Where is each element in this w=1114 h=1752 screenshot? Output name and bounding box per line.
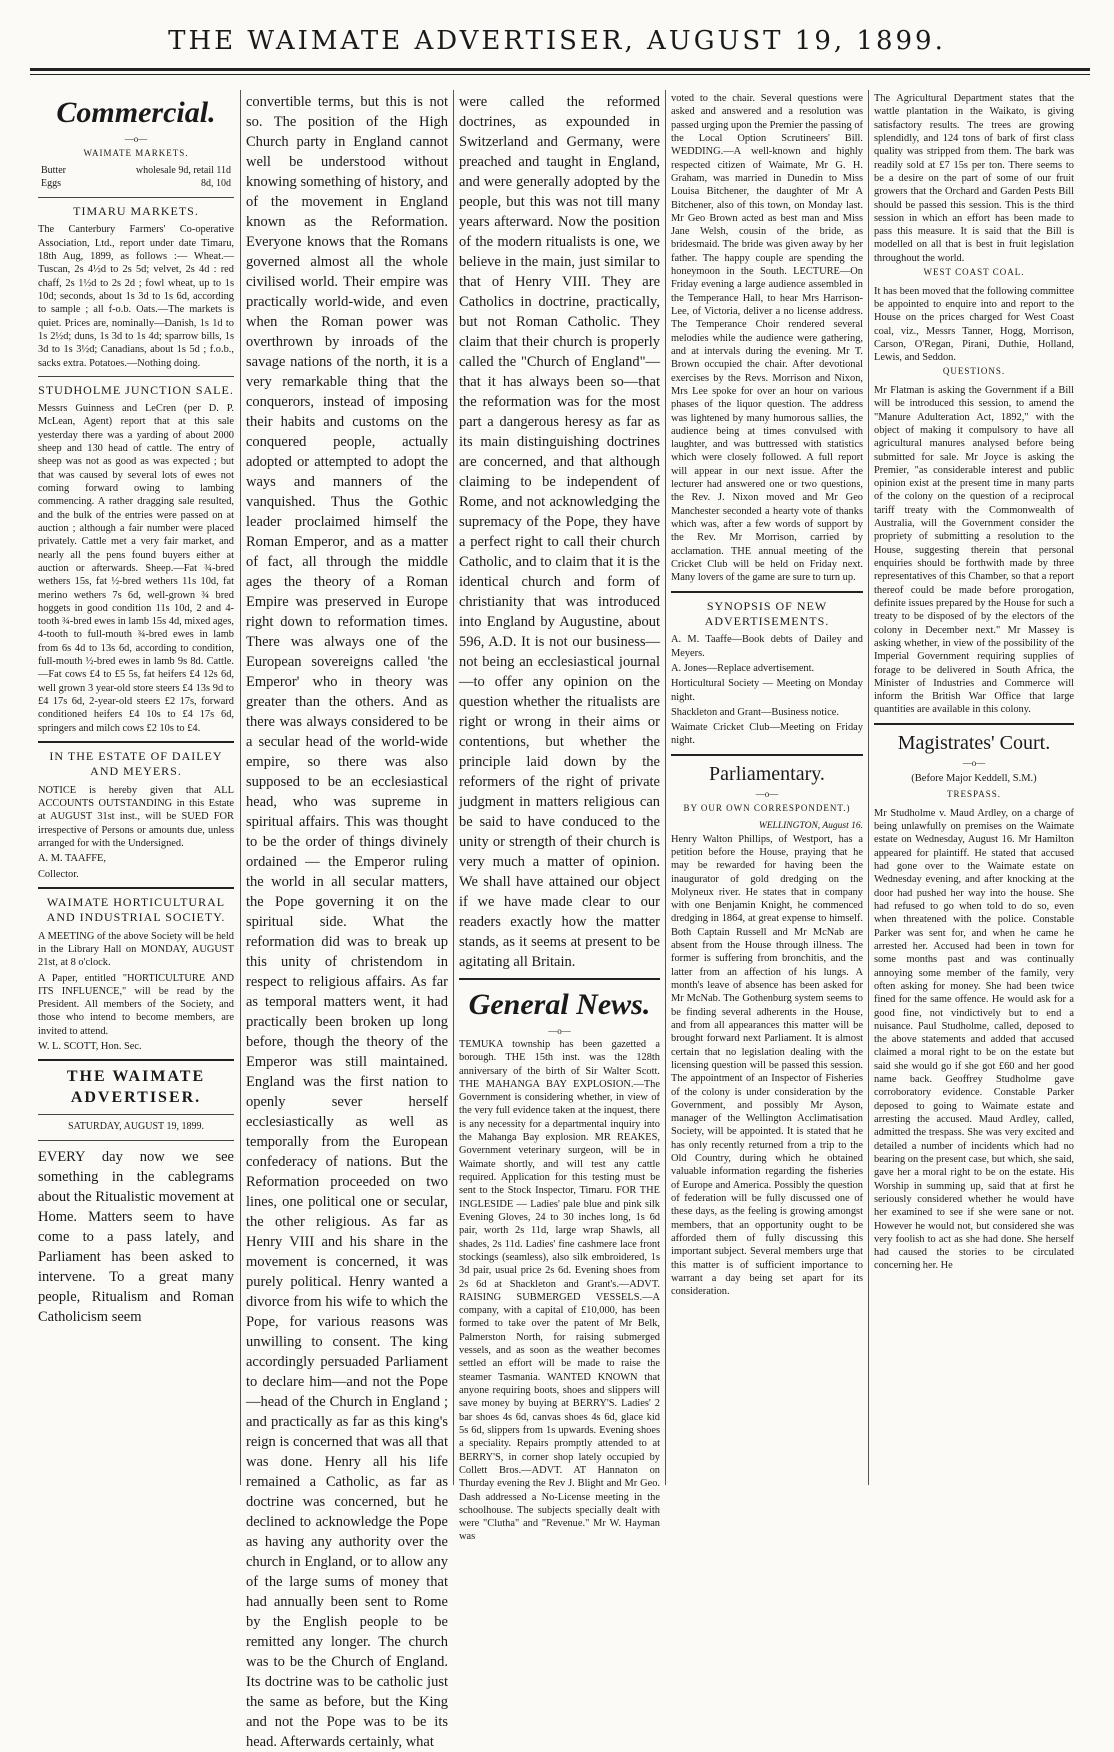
column-2	[246, 92, 448, 1750]
section-title-parliamentary: Parliamentary.	[709, 762, 825, 785]
questions-text: Mr Flatman is asking the Government if a Bill will be introduced this session, to amend the "Manure Adulteration Act, 1892," with the object of making it compulsory to have all agricultural manures analysed before being submitted for sale. Mr Joyce is asking the Premier, "as considerable interest and public opinion exist at the present time in many parts of the colony on the question of a reciprocal tariff treaty with the Commonwealth of Australia, will the Government consider the propriety of submitting a resolution to the House, suggesting therein that personal enquiries should be forthwith made by three representatives of this Chamber, so that a report thereof could be made before prorogation, definite issues prepared by the House for such a treaty to be disposed of by the electors of the colony in December next." Mr Massey is asking whether, in view of the possibility of the Imperial Government requiring supplies of forage to be delivered in South Africa, the Minister of Industries and Commerce will inform the British War Office that large quantities are available in this colony.	[874, 384, 1074, 716]
questions-heading: QUESTIONS.	[942, 366, 1006, 377]
editorial-end: were called the reformed doctrines, as expounded in Switzerland and Germany, were preached and taught in England, and were generally adopted by the people, but this was not till many years afterward. Now the position of the modern ritualists is one, we believe in the main, just similar to that of Henry VIII. They are Catholics in doctrine, practically, but not Roman Catholic. They claim that their church is properly called the "Church of England"—that it has always been so—that the reformation was for the most part a dangerous heresy as far as its main distinguishing doctrines are concerned, and that although claiming to be independent of Rome, and not acknowledging the supremacy of the Pope, they have a perfect right to call their church Catholic, and to claim that it is the identical church and form of christianity that was introduced into England by Augustine, about 596, A.D. It is not our business—not being an ecclesiastical journal—to offer any opinion on the question whether the ritualists are right or wrong in their aims or contentions, but whether the principle laid down by the reformers of the right of private judgment in matters religious can be said to have conduced to the unity or strength of their church is very much a matter of opinion. We shall have attained our object if we have made clear to our readers exactly how the matter stands, as it seems at present to be agitating all Britain.	[459, 94, 660, 970]
column-divider	[665, 90, 666, 1485]
waimate-markets-heading: WAIMATE MARKETS.	[83, 147, 189, 158]
timaru-markets-heading: TIMARU MARKETS.	[73, 204, 199, 219]
column-divider	[453, 90, 454, 1485]
timaru-markets-text: The Canterbury Farmers' Co-operative Association, Ltd., report under date Timaru, 18th Aug, 1899, as follows :— Wheat.—Tuscan, 2s 4½d to 2s 5d; velvet, 2s 4d : red chaff, 2s 1½d to 2s 2d ; fowl wheat, up to 1s 10d; seconds, about 1s 3d to 1s 6d, according to sample ; all f-o.b. Oats.—The markets is quiet. Prices are, nominally—Danish, 1s 1d to 1s 2½d; duns, 1s 3d to 1s 4d; sparrow bills, 1s 3d to 1s 3½d; Canadians, about 1s 5d ; f.o.b., sacks extra. Potatoes.—Nothing doing.	[38, 224, 234, 369]
paper-date: SATURDAY, AUGUST 19, 1899.	[68, 1121, 204, 1133]
parliamentary-byline: BY OUR OWN CORRESPONDENT.)	[683, 802, 851, 813]
market-prices-table	[38, 165, 234, 191]
court-presiding: (Before Major Keddell, S.M.)	[911, 772, 1037, 784]
court-report-text: Mr Studholme v. Maud Ardley, on a charge of being unlawfully on premises on the Waimate estate on Wednesday, August 16. Mr Hamilton appeared for plaintiff. He stated that accused had gone over to the Waimate estate on Wednesday evening, and after knocking at the door had pushed her way into the house. She had refused to go when told to do so, even when threatened with the police. Constable Parker was sent for, and when he came he arrested her. Accused had been in town for some months past and was continually annoying some member of the family, very often asking for money. She had been twice fined for the same offence. He would ask for a good fine, not vindictively but to end a nuisance. Paul Studholme, called, deposed to the above statements and added that accused claimed a moral right to be on the estate but said she would go if she got £60 and her good name back. Geoffrey Studholme gave corroboratory evidence. Constable Parker deposed to going to Waimate estate and arresting the accused. Maud Ardley, called, admitted the trespass. She was very excited and detailed a number of incidents which had no bearing on the present case, but which, she said, gave her a moral right to be on the estate. His Worship in summing up, said that at first he seriously considered whether he would have her examined to see if she were sane or not. However he would not, but considered she was very foolish to act as she had done. She herself had caused the stories to be circulated concerning her. He	[874, 807, 1074, 1272]
list-item: Shackleton and Grant—Business notice.	[671, 706, 839, 718]
local-news-text: voted to the chair. Several questions were asked and answered and a resolution was passed urging upon the Premier the passing of the Local Option Scrutineers' Bill. WEDDING.—A well-known and highly respected citizen of Waimate, Mr G. H. Graham, was married in Dunedin to Miss Louisa Bitchener, the daughter of Mr A Bitchener, also of this town, on Monday last. Mr Geo Brown acted as best man and Miss Jane Welsh, cousin of the bride, as bridesmaid. The bride was given away by her father. The happy couple are spending the honeymoon in the South. LECTURE—On Friday evening a large audience assembled in the Temperance Hall, to hear Mrs Harrison-Lee, of Victoria, deliver a no license address. The Temperance Choir rendered several melodies while the audience were gathering, and at intervals during the evening. Mr T. Brown occupied the chair. After devotional exercises by the Revs. Morrison and Nixon, Mrs Lee spoke for over an hour on various phases of the liquor question. The address was lightened by many humorous sallies, the audience being at times convulsed with laughter, and was buttressed with statistics which were closely followed. A full report will appear in our next issue. After the lecturer had answered one or two questions, the Rev. J. Nixon moved and Mr Geo Manchester seconded a hearty vote of thanks which was, after a few words of support by the Rev. Mr Morrison, carried by acclamation. THE annual meeting of the Cricket Club will be held on Friday next. Many lovers of the game are sure to turn up.	[671, 93, 863, 584]
agriculture-text: The Agricultural Department states that the wattle plantation in the Waikato, is giving satisfactory results. The trees are growing splendidly, and 124 tons of bark of first class quality was stripped from them. The bark was readily sold at £7 15s per ton. There seems to be a desire on the part of some of our fruit growers that the Orchard and Garden Pests Bill should be passed this session. This is the third session in which an effort has been made to pass this measure. It is said that the Bill is modelled on all that is best in fruit legislation throughout the world.	[874, 93, 1074, 264]
horticultural-paper-text: A Paper, entitled "HORTICULTURE AND ITS INFLUENCE," will be read by the President. All members of the Society, and those who intend to become members, are invited to attend.	[38, 972, 234, 1037]
column-divider	[868, 90, 869, 1485]
west-coast-coal-text: It has been moved that the following committee be appointed to enquire into and report to the House on the prices charged for West Coast coal, viz., Messrs Tanner, Hogg, Morrison, Carson, O'Regan, Pirani, Duthie, Holland, Lewis, and Seddon.	[874, 285, 1074, 364]
column-1: Commercial. —o— WAIMATE MARKETS. Butter wholesale 9d, retail 11d Eggs 8d, 10d TIMARU MARKETS. The Canterbury Farmers' Co-operative Association, Ltd., report under date Timaru, 18th Aug, 1899, as follows :— Wheat.—Tuscan, 2s 4½d to 2s 5d; velvet, 2s 4d : red chaff, 2s 1½d to 2s 2d ; fowl wheat, up to 1s 10d; seconds, about 1s 3d to 1s 6d, according to sample ; all f-o.b. Oats.—The markets is quiet. Prices are, nominally—Danish, 1s 1d to 1s 2½d; duns, 1s 3d to 1s 4d; sparrow bills, 1s 3d to 1s 3½d; Canadians, about 1s 5d ; f.o.b., sacks extra. Potatoes.—Nothing doing. STUDHOLME JUNCTION SALE. Messrs Guinness and LeCren (per D. P. McLean, Agent) report that at this sale yesterday there was a yarding of about 2000 sheep and 130 head of cattle. The entry of sheep was not as good as was expected ; but that was caused by several lots of ewes not coming forward owing to lambing commencing. A rather dragging sale resulted, and the bulk of the entries were passed on at auction ; although a fair number were placed privately. Cattle met a very fair market, and nearly all the pens found buyers either at auction or afterwards. Sheep.—Fat ¾-bred wethers 15s, fat ½-bred wethers 11s 10d, fat merino wethers 7s 6d, well-grown ¾ bred hoggets in good condition 11s 10d, 2 and 4-tooth ¾-bred ewes in lamb 15s 4d, mixed ages, 4-tooth to full-mouth ¾-bred ewes in lamb from 6s 4d to 13s 6d, according to condition, full-mouth ½-bred ewes in lamb 9s 8d. Cattle.—Fat cows £4 to £5 5s, fat heifers £4 12s 6d, well grown 3 year-old store steers £4 13s 9d to £4 17s 6d, 2-year-old steers £2 17s, forward conditioned heifers £4 10s to £4 17s 6d, springers and milch cows £2 10s to £4. IN THE ESTATE OF DAILEY AND MEYERS. NOTICE is hereby given that ALL ACCOUNTS OUTSTANDING in this Estate at AUGUST 31st inst., will be SUED FOR irrespective of Persons or amounts due, unless arranged for with the Undersigned. A. M. TAAFFE, Collector. WAIMATE HORTICULTURAL AND INDUSTRIAL SOCIETY. A MEETING of the above Society will be held in the Library Hall on MONDAY, AUGUST 21st, at 8 o'clock. A Paper, entitled "HORTICULTURE AND ITS INFLUENCE," will be read by the President. All members of the Society, and those who intend to become members, are invited to attend. W. L. SCOTT, Hon. Sec. THE WAIMATE ADVERTISER. SATURDAY, AUGUST 19, 1899. EVERY day now we see something in the cablegrams about the Ritualistic movement at Home. Matters seem to have come to a pass lately, and Parliament has been asked to intervene. To a great many people, Ritualism and Roman Catholicism seem	[38, 96, 234, 1326]
column-5: The Agricultural Department states that the wattle plantation in the Waikato, is giving satisfactory results. The trees are growing splendidly, and 124 tons of bark of first class quality was stripped from them. The bark was readily sold at £7 15s per ton. There seems to be a desire on the part of some of our fruit growers that the Orchard and Garden Pests Bill should be passed this session. This is the third session in which an effort has been made to pass this measure. It is said that the Bill is modelled on all that is best in fruit legislation throughout the world. WEST COAST COAL. It has been moved that the following committee be appointed to enquire into and report to the House on the prices charged for West Coast coal, viz., Messrs Tanner, Hogg, Morrison, Carson, O'Regan, Pirani, Duthie, Holland, Lewis, and Seddon. QUESTIONS. Mr Flatman is asking the Government if a Bill will be introduced this session, to amend the "Manure Adulteration Act, 1892," with the object of making it compulsory to have all agricultural manures analysed before being submitted for sale. Mr Joyce is asking the Premier, "as considerable interest and public opinion exist at the present time in many parts of the colony on the question of a reciprocal tariff treaty with the Commonwealth of Australia, will the Government consider the propriety of submitting a resolution to the House, suggesting therein that personal enquiries should be forthwith made by three representatives of this Chamber, so that a report thereof could be made before prorogation, definite issues prepared by the House for such a treaty to be disposed of by the electors of the colony in December next." Mr Massey is asking whether, in view of the possibility of the Imperial Government requiring supplies of forage to be delivered in South Africa, the Minister of Industries and Commerce will inform the British War Office that large quantities are available in this colony. Magistrates' Court. —o— (Before Major Keddell, S.M.) TRESPASS. Mr Studholme v. Maud Ardley, on a charge of being unlawfully on premises on the Waimate estate on Wednesday, August 16. Mr Hamilton appeared for plaintiff. He stated that accused had gone over to the Waimate estate on Wednesday evening, and after knocking at the door had pushed her way into the house. She had refused to go when told to do so, even when threatened with the police. Constable Parker was sent for, and when he came he arrested her. Accused had been in town for some months past and was continually annoying some member of the family, very often asking for money. She had been twice fined for the same offence. He would ask for a good fine, not vindictively but to end a nuisance. Paul Studholme, called, deposed to the above statements and added that accused claimed a moral right to be on the estate but said she would go if she got £60 and her good name back. Geoffrey Studholme gave corroboratory evidence. Constable Parker deposed to going to Waimate estate and arresting the accused. Maud Ardley, called, admitted the trespass. She was very excited and detailed a number of incidents which had no bearing on the present case, but which, she said, gave her a moral right to be on the estate. His Worship in summing up, said that at first he seriously considered whether he would have her examined to see if she were sane or not. However he would not, but considered she was very foolish to act as she had done. She herself had caused the stories to be circulated concerning her. He	[874, 93, 1074, 1272]
parliamentary-dateline: WELLINGTON, August 16.	[758, 821, 863, 832]
trespass-heading: TRESPASS.	[947, 789, 1001, 800]
notice-role: Collector.	[38, 868, 79, 880]
studholme-sale-heading: STUDHOLME JUNCTION SALE.	[38, 382, 234, 397]
parliamentary-text: Henry Walton Phillips, of Westport, has a petition before the House, praying that he may be rewarded for having been the inaugurator of gold dredging on the Molyneux river. He states that in company with one Benjamin Knight, he commenced dredging in 1864, at great expense to himself. Both Captain Russell and Mr McNab are absent from the House through illness. The former is suffering from bronchitis, and the latter from an affection of his lungs. A month's leave of absence has been asked for Mr McNab. The Gothenburg system seems to be finding several adherents in the House, and from all appearances this matter will be brought forward next Parliament. It is almost certain that no legislation dealing with the licensing question will be passed this session. The appointment of an Inspector of Fisheries of the colony is under consideration by the Government, and possibly Mr Ayson, manager of the Wellington Acclimatisation Society, will be appointed. It is stated that he has only recently returned from a trip to the Old Country, during which he obtained valuable information regarding the fisheries of Europe and America. Possibly the question of federation will be fully discussed one of these days, as the feeling is growing amongst members, that an opportunity ought to be afforded them of fully discussing this important subject. Several members urge that this matter is of sufficient importance to warrant a day being set apart for its consideration.	[671, 833, 863, 1298]
masthead-rule	[30, 68, 1090, 71]
masthead-rule-thin	[30, 74, 1090, 75]
table-row	[38, 165, 234, 178]
list-item: Horticultural Society — Meeting on Monday night.	[671, 678, 863, 703]
section-title-general-news: General News.	[468, 988, 651, 1021]
studholme-sale-text: Messrs Guinness and LeCren (per D. P. McLean, Agent) report that at this sale yesterday there was a yarding of about 2000 sheep and 130 head of cattle. The entry of sheep was not as good as was expected ; but that was caused by several lots of ewes not coming forward owing to lambing commencing. A rather dragging sale resulted, and the bulk of the entries were passed on at auction ; although a fair number were placed privately. Cattle met a very fair market, and nearly all the pens found buyers either at auction or afterwards. Sheep.—Fat ¾-bred wethers 15s, fat ½-bred wethers 11s 10d, fat merino wethers 7s 6d, well-grown ¾ bred hoggets in good condition 11s 10d, 2 and 4-tooth ¾-bred ewes in lamb 15s 4d, mixed ages, 4-tooth to full-mouth ¾-bred ewes in lamb from 6s 4d to 13s 6d, according to condition, full-mouth ½-bred ewes in lamb 9s 8d. Cattle.—Fat cows £4 to £5 5s, fat heifers £4 12s 6d, well grown 3 year-old store steers £4 13s 9d to £4 17s 6d, 2-year-old steers £2 17s, forward conditioned heifers £4 10s to £4 17s 6d, springers and milch cows £2 10s to £4.	[38, 403, 234, 734]
west-coast-coal-heading: WEST COAST COAL.	[923, 267, 1025, 278]
table-row	[38, 178, 234, 191]
horticultural-heading: WAIMATE HORTICULTURAL AND INDUSTRIAL SOCIETY.	[46, 894, 226, 925]
estate-notice-text: NOTICE is hereby given that ALL ACCOUNTS OUTSTANDING in this Estate at AUGUST 31st inst., will be SUED FOR irrespective of Persons or amounts due, unless arranged for with the Undersigned.	[38, 784, 234, 849]
eggs-label: Eggs	[41, 178, 61, 190]
masthead: THE WAIMATE ADVERTISER, AUGUST 19, 1899.	[168, 26, 946, 56]
list-item: Waimate Cricket Club—Meeting on Friday night.	[671, 722, 863, 747]
list-item: A. M. Taaffe—Book debts of Dailey and Meyers.	[671, 634, 863, 659]
butter-label: Butter	[41, 165, 66, 177]
column-4: voted to the chair. Several questions were asked and answered and a resolution was passed urging upon the Premier the passing of the Local Option Scrutineers' Bill. WEDDING.—A well-known and highly respected citizen of Waimate, Mr G. H. Graham, was married in Dunedin to Miss Louisa Bitchener, the daughter of Mr A Bitchener, also of this town, on Monday last. Mr Geo Brown acted as best man and Miss Jane Welsh, cousin of the bride, as bridesmaid. The bride was given away by her father. The happy couple are spending the honeymoon in the South. LECTURE—On Friday evening a large audience assembled in the Temperance Hall, to hear Mrs Harrison-Lee, of Victoria, deliver a no license address. The Temperance Choir rendered several melodies while the audience were gathering, and at intervals during the evening. Mr T. Brown occupied the chair. After devotional exercises by the Revs. Morrison and Nixon, Mrs Lee spoke for over an hour on various phases of the liquor question. The address was lightened by many humorous sallies, the audience being at times convulsed with laughter, and was buttressed with statistics which were closely followed. A full report will appear in our next issue. After the lecturer had answered one or two questions, the Rev. J. Nixon moved and Mr Geo Manchester seconded a hearty vote of thanks which was, after a few words of support by the Rev. Mr Morrison, carried by acclamation. THE annual meeting of the Cricket Club will be held on Friday next. Many lovers of the game are sure to turn up. SYNOPSIS OF NEW ADVERTISEMENTS. A. M. Taaffe—Book debts of Dailey and Meyers. A. Jones—Replace advertisement. Horticultural Society — Meeting on Monday night. Shackleton and Grant—Business notice. Waimate Cricket Club—Meeting on Friday night. Parliamentary. —o— BY OUR OWN CORRESPONDENT.) WELLINGTON, August 16. Henry Walton Phillips, of Westport, has a petition before the House, praying that he may be rewarded for having been the inaugurator of gold dredging on the Molyneux river. He states that in company with one Benjamin Knight, he commenced dredging in 1864, at great expense to himself. Both Captain Russell and Mr McNab are absent from the House through illness. The former is suffering from bronchitis, and the latter from an affection of his lungs. A month's leave of absence has been asked for Mr McNab. The Gothenburg system seems to be finding several adherents in the House, and from all appearances this matter will be brought forward next Parliament. It is almost certain that no legislation dealing with the licensing question will be passed this session. The appointment of an Inspector of Fisheries of the colony is under consideration by the Government, and possibly Mr Ayson, manager of the Wellington Acclimatisation Society, will be appointed. It is stated that he has only recently returned from a trip to the Old Country, during which he obtained valuable information regarding the fisheries of Europe and America. Possibly the question of federation will be fully discussed one of these days, as the feeling is growing amongst members, that an opportunity ought to be afforded them of fully discussing this important subject. Several members urge that this matter is of sufficient importance to warrant a day being set apart for its consideration.	[671, 93, 863, 1298]
estate-notice-heading: IN THE ESTATE OF DAILEY AND MEYERS.	[49, 748, 223, 779]
paper-title: THE WAIMATE ADVERTISER.	[66, 1068, 206, 1106]
synopsis-heading: SYNOPSIS OF NEW ADVERTISEMENTS.	[704, 598, 830, 628]
general-news-text: TEMUKA township has been gazetted a borough. THE 15th inst. was the 128th anniversary of the birth of Sir Walter Scott. THE MAHANGA BAY EXPLOSION.—The Government is considering whether, in view of the very full evidence taken at the inquest, there is any necessity for a departmental inquiry into the Mahanga Bay explosion. MR REAKES, Government veterinary surgeon, will be in Waimate shortly, and will test any cattle required. Application for this testing must be sent to the Stock Inspector, Timaru. FOR THE INGLESIDE — Ladies' pale blue and pink silk Evening Gloves, 24 to 30 inches long, 1s 6d pair, worth 2s 11d, large wrap Shawls, all shades, 2s 11d. Ladies' fine cashmere lace front stockings (seamless), also silk embroidered, 1s 3d pair, usual price 2s 6d. Evening shoes from 2s 6d at Shackleton and Grant's.—ADVT. RAISING SUBMERGED VESSELS.—A company, with a capital of £10,000, has been formed to take over the patent of Mr Belk, Palmerston North, for raising submerged vessels, and as soon as the weather becomes settled an effort will be made to raise the steamer Tasmania. WANTED KNOWN that anyone requiring boots, shoes and slippers will save money by buying at BERRY'S. Ladies' 2 bar shoes 4s 6d, canvas shoes 4s 6d, glace kid 5s 6d, slippers from 1s upwards. Evening shoes a speciality. Repairs promptly attended to at BERRY'S, in corner shop lately occupied by Collett Bros.—ADVT. AT Hannaton on Thurday evening the Rev J. Blight and Mr Geo. Dash addressed a No-License meeting in the schoolhouse. The subjects specially dealt with were "Clutha" and "Revenue." Mr W. Hayman was	[459, 1038, 660, 1543]
horticultural-meeting-text: A MEETING of the above Society will be held in the Library Hall on MONDAY, AUGUST 21st, at 8 o'clock.	[38, 930, 234, 969]
column-3: were called the reformed doctrines, as expounded in Switzerland and Germany, were preached and taught in England, and were generally adopted by the people, but this was not till many years afterward. Now the position of the modern ritualists is one, we believe in the main, just similar to that of Henry VIII. They are Catholics in doctrine, practically, but not Roman Catholic. They claim that their church is properly called the "Church of England"—that it has always been so—that the reformation was for the most part a dangerous heresy as far as its main distinguishing doctrines are concerned, and that although claiming to be independent of Rome, and not acknowledging the supremacy of the Pope, they have a perfect right to call their church Catholic, and to claim that it is the identical church and form of christianity that was introduced into England by Augustine, about 596, A.D. It is not our business—not being an ecclesiastical journal—to offer any opinion on the question whether the ritualists are right or wrong in their aims or contentions, but whether the principle laid down by the reformers of the right of private judgment in matters religious can be said to have conduced to the unity or strength of their church is very much a matter of opinion. We shall have attained our object if we have made clear to our readers exactly how the matter stands, as it seems at present to be agitating all Britain. General News. —o— TEMUKA township has been gazetted a borough. THE 15th inst. was the 128th anniversary of the birth of Sir Walter Scott. THE MAHANGA BAY EXPLOSION.—The Government is considering whether, in view of the very full evidence taken at the inquest, there is any necessity for a departmental inquiry into the Mahanga Bay explosion. MR REAKES, Government veterinary surgeon, will be in Waimate shortly, and will test any cattle required. Application for this testing must be sent to the Stock Inspector, Timaru. FOR THE INGLESIDE — Ladies' pale blue and pink silk Evening Gloves, 24 to 30 inches long, 1s 6d pair, worth 2s 11d, large wrap Shawls, all shades, 2s 11d. Ladies' fine cashmere lace front stockings (seamless), also silk embroidered, 1s 3d pair, usual price 2s 6d. Evening shoes from 2s 6d at Shackleton and Grant's.—ADVT. RAISING SUBMERGED VESSELS.—A company, with a capital of £10,000, has been formed to take over the patent of Mr Belk, Palmerston North, for raising submerged vessels, and as soon as the weather becomes settled an effort will be made to raise the steamer Tasmania. WANTED KNOWN that anyone requiring boots, shoes and slippers will save money by buying at BERRY'S. Ladies' 2 bar shoes 4s 6d, canvas shoes 4s 6d, glace kid 5s 6d, slippers from 1s upwards. Evening shoes a speciality. Repairs promptly attended to at BERRY'S, in corner shop lately occupied by Collett Bros.—ADVT. AT Hannaton on Thurday evening the Rev J. Blight and Mr Geo. Dash addressed a No-License meeting in the schoolhouse. The subjects specially dealt with were "Clutha" and "Revenue." Mr W. Hayman was	[459, 94, 660, 1543]
section-title-commercial: Commercial.	[56, 96, 216, 129]
section-title-magistrates-court: Magistrates' Court.	[897, 731, 1051, 754]
notice-signature: A. M. TAAFFE,	[38, 853, 106, 865]
column-divider	[240, 90, 241, 1485]
editorial-start: EVERY day now we see something in the cablegrams about the Ritualistic movement at Home. Matters seem to have come to a pass lately, and Parliament has been asked to intervene. To a great many people, Ritualism and Roman Catholicism seem	[38, 1149, 234, 1326]
list-item: A. Jones—Replace advertisement.	[671, 662, 815, 674]
eggs-price: 8d, 10d	[201, 178, 231, 190]
butter-price: wholesale 9d, retail 11d	[135, 165, 231, 177]
horticultural-signature: W. L. SCOTT, Hon. Sec.	[38, 1041, 142, 1053]
editorial-continued: convertible terms, but this is not so. The position of the High Church party in England cannot well be understood without knowing something of history, and of the movement in England known as the Reformation. Everyone knows that the Romans governed almost all the whole civilised world. Their empire was practically world-wide, and even when the Roman power was overthrown by inroads of the savage nations of the north, it is a very remarkable thing that the conquerors, instead of imposing their habits and customs on the conquered people, actually adopted or attempted to adopt the ways and manners of the vanquished. Thus the Gothic leader proclaimed himself the Roman Emperor, and as a matter of fact, all through the middle ages the theory of a Roman Empire was preserved in Europe right down to reformation times. There was always one of the European sovereigns called 'the Emperor' who in theory was greater than the others. And as there was always considered to be a secular head of the world-wide empire, so there was also supposed to be an ecclesiastical head, who was supreme in spiritual affairs. This was thought to be the order of things divinely ordained — the Emperor ruling the world in all secular matters, the Pope governing it on the spiritual side. What the reformation did was to break up this unity of christendom in respect to religious affairs. As far as temporal matters went, it had practically been broken up long before, though the theory of the Emperor was still maintained. England was the first nation to openly sever herself ecclesiastically as well as temporally from the European confederacy of nations. But the Reformation proceeded on two lines, one political one or secular, the other religious. As far as Henry VIII and his share in the movement is concerned, it was purely political. Henry wanted a divorce from his wife to which the Pope, for various reasons was unwilling to consent. The king accordingly persuaded Parliament to declare him—and not the Pope—head of the Church in England ; and practically as far as this king's reign is concerned that was all that was done. Henry all his life remained a Catholic, as far as doctrine was concerned, but he declined to acknowledge the Pope as having any authority over the church in England, or to allow any of the large sums of money that had annually been sent to Rome by the English people to be remitted any longer. The church was to be the Church of England. Its doctrine was to be catholic just the same as before, but the King and not the Pope was to be its head. Afterwards certainly, what	[246, 94, 448, 1750]
